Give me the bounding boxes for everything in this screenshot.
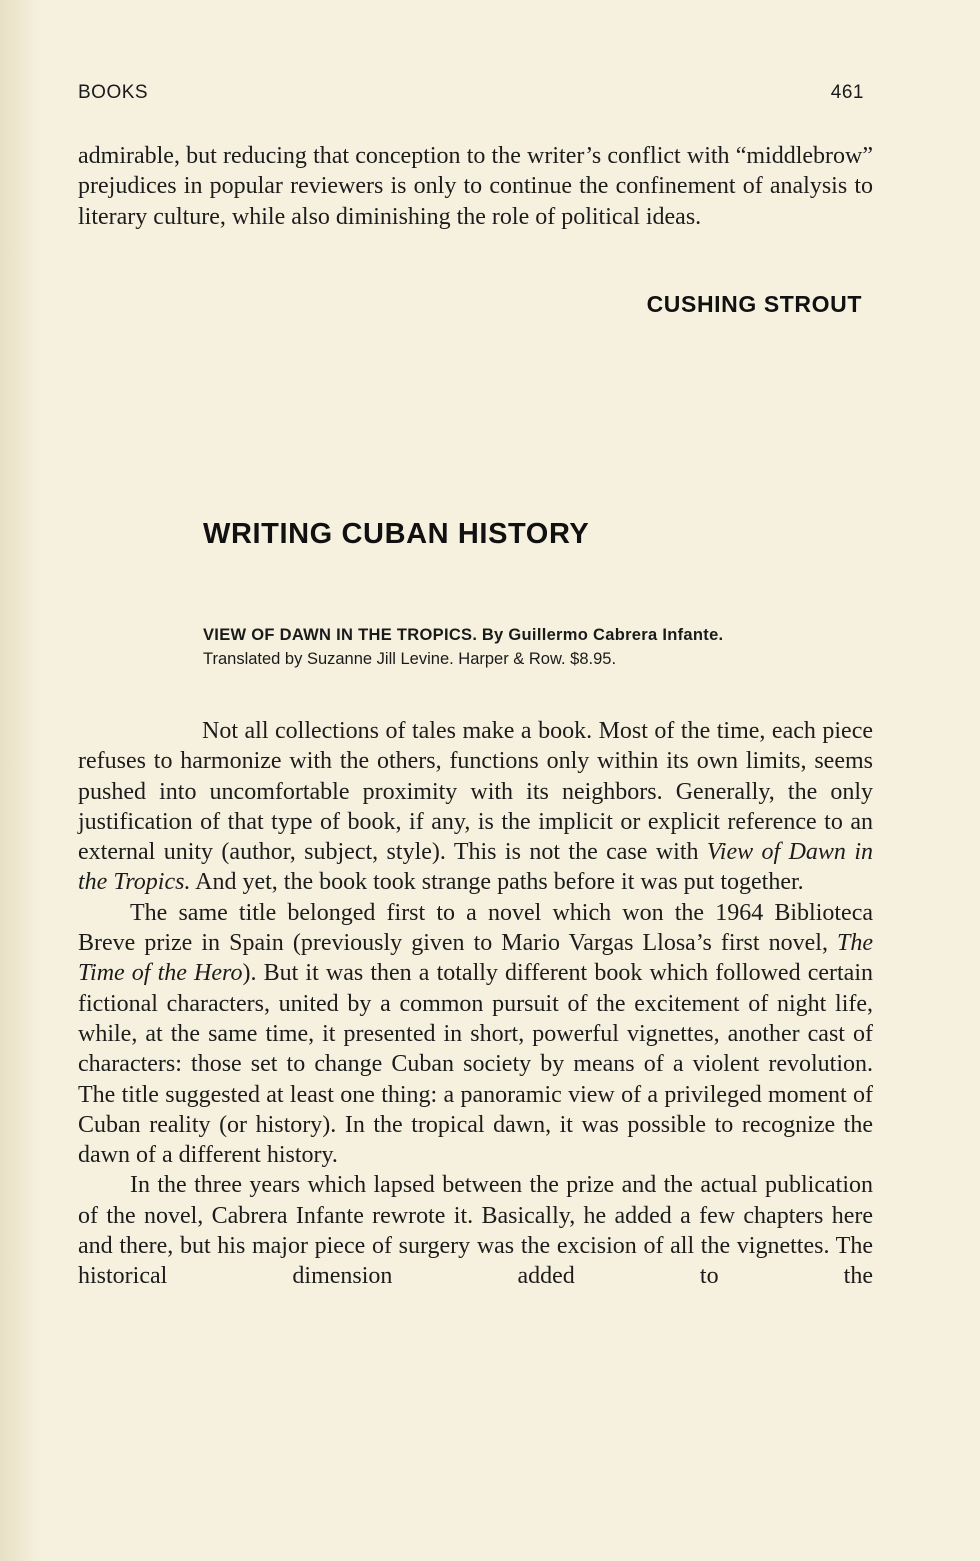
italic-book-title: The Time of the Hero [78, 930, 873, 987]
page-edge-shadow [0, 0, 40, 1561]
reviewer-signature: CUSHING STROUT [646, 291, 862, 317]
review-body [78, 716, 873, 1292]
book-author: By Guillermo Cabrera Infante. [481, 626, 724, 644]
body-paragraph-3: In the three years which lapsed between the prize and the actual publication of the novel, Cabrera Infante rewrote it. Basically, he added a few chapters here and there, but his major piece of surgery was the excision of all the vignettes. The historical dimension added to the [78, 1172, 873, 1290]
paragraph-text: The same title belonged first to a novel which won the 1964 Biblioteca Breve prize in Spain (previously given to Mario Vargas Llosa’s first novel, [78, 899, 873, 957]
previous-review-closing-paragraph: admirable, but reducing that conception to the writer’s conflict with “middlebrow” prejudices in popular reviewers is only to continue the confinement of analysis to literary culture, while also diminishing the role of political ideas. [78, 143, 873, 230]
paragraph-text: And yet, the book took strange paths before it was put together. [190, 869, 804, 896]
paragraph-text: Not all collections of tales make a book. Most of the time, each piece refuses to harmonize with the others, functions only within its own limits, seems pushed into uncomfortable proximity with its neighbors. Generally, the only justification of that type of book, if any, is the implicit or explicit reference to an external unity (author, subject, style). This is not the case with [78, 718, 873, 866]
citation-line-1 [203, 623, 883, 647]
paragraph-text: ). But it was then a totally different book which followed certain fictional characters, united by a common pursuit of the excitement of night life, while, at the same time, it presented in short, powerful vignettes, another cast of characters: those set to change Cuban society by means of a violent revolution. The title suggested at least one thing: a panoramic view of a privileged moment of Cuban reality (or history). In the tropical dawn, it was possible to recognize the dawn of a different history. [78, 960, 873, 1169]
book-citation [203, 623, 883, 671]
section-label: BOOKS [78, 82, 149, 103]
translation-info: Translated by Suzanne Jill Levine. Harper & Row. $8.95. [203, 650, 617, 668]
review-title: WRITING CUBAN HISTORY [203, 518, 590, 550]
book-title: VIEW OF DAWN IN THE TROPICS. [203, 626, 478, 644]
italic-book-title: View of Dawn in the Tropics. [78, 839, 873, 896]
body-paragraph-2 [78, 898, 873, 1171]
page-number: 461 [830, 82, 864, 103]
running-head [78, 82, 864, 104]
body-paragraph-1 [78, 716, 873, 898]
